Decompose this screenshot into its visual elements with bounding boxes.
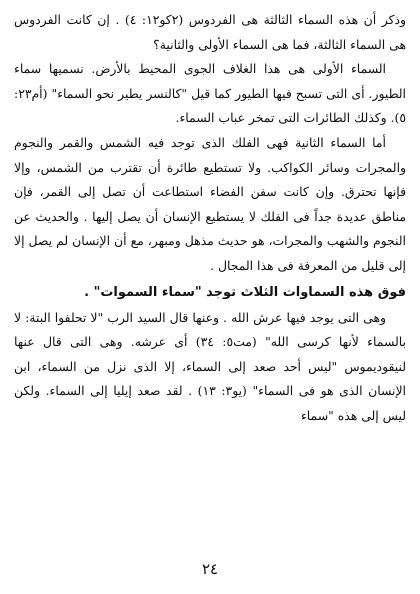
paragraph-2: السماء الأولى هى هذا الغلاف الجوى المحيط بالأرض. نسميها سماء الطيور. أى التى تسبح فيها الطيور كما قيل "كالنسر يطير نحو السماء" (أم٢٣: ٥). وكذلك الطائرات التى تمخر عباب السماء. [14, 61, 406, 126]
page-body [14, 8, 406, 429]
paragraph-1: وذكر أن هذه السماء الثالثة هى الفردوس (٢كو١٢: ٤) . إن كانت الفردوس هى السماء الثالثة، فما هى السماء الأولى والثانية؟ [14, 12, 406, 52]
page-number: ٢٤ [201, 560, 219, 578]
paragraph-4: وهى التى يوجد فيها عرش الله . وعنها قال السيد الرب "لا تحلفوا البتة: لا بالسماء لأنها كرسى الله" (مت٥: ٣٤) أى عرشه. وهى التى قال عنها لنيقوديموس "ليس أحد صعد إلى السماء، إلا الذى نزل من السماء، ابن الإنسان الذى هو فى السماء" (يو٣: ١٣) . لقد صعد إيليا إلى السماء. ولكن ليس إلى هذه "سماء [14, 309, 407, 423]
section-heading: فوق هذه السماوات الثلاث توجد "سماء السموات" . [84, 284, 406, 300]
paragraph-3: أما السماء الثانية فهى الفلك الذى توجد فيه الشمس والقمر والنجوم والمجرات وسائر الكواكب. ولا تستطيع طائرة أن تقترب من الشمس، وإلا فإنها تحترق. وإن كانت سفن الفضاء استطاعت أن تصل إلى القمر، فإن مناطق عديدة جداً فى الفلك لا يستطيع الإنسان أن يصل إليها . والحديث عن النجوم والشهب والمجرات، هو حديث مذهل ومبهر، مع أن الإنسان لم يصل إلا إلى قليل من المعرفة فى هذا المجال . [14, 134, 406, 273]
